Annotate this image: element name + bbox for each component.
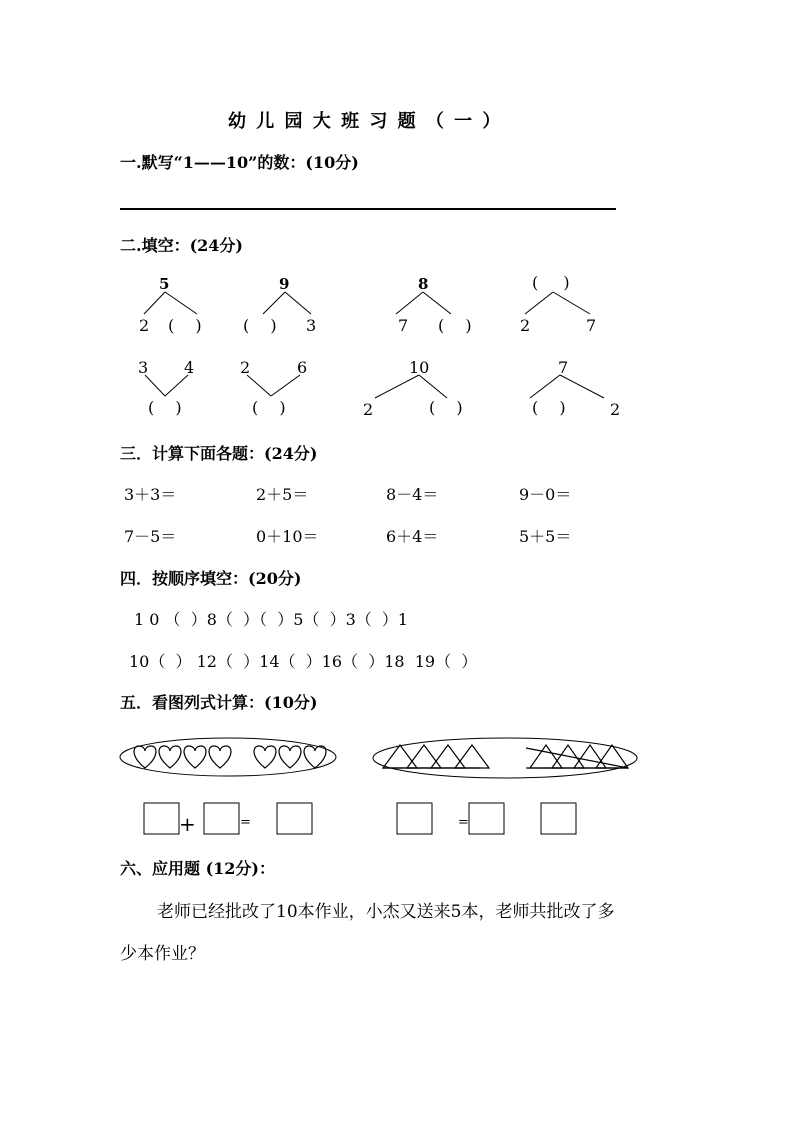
tree-2-right: 3 [306, 316, 317, 335]
merge-1-bottom-blank[interactable]: ( ) [148, 398, 190, 417]
tree-1-left: 2 [139, 316, 150, 335]
tree-3-left: 7 [398, 316, 409, 335]
calc-8[interactable]: 5＋5＝ [519, 527, 572, 546]
tree-8-top: 7 [558, 358, 569, 377]
merge-2-right: 6 [297, 358, 308, 377]
equals-sign-2: = [458, 815, 469, 830]
tree-2-top: 9 [279, 275, 290, 293]
calc-6[interactable]: 0＋10＝ [256, 527, 319, 546]
word-problem-line-1: 老师已经批改了10本作业，小杰又送来5本，老师共批改了多 [157, 902, 615, 922]
equals-sign: = [240, 815, 251, 830]
heart-icon-group-2 [254, 746, 326, 768]
tree-1-right-blank[interactable]: ( ) [168, 316, 210, 335]
section-5-heading: 五．看图列式计算：(10分) [120, 693, 318, 712]
section-1-heading: 一.默写“1——10”的数：(10分) [120, 153, 359, 172]
tree-7-top: 10 [409, 358, 430, 377]
answer-box-2 [204, 803, 239, 834]
tree-4-right: 7 [586, 316, 597, 335]
tree-3-top: 8 [418, 275, 429, 293]
tree-2-left-blank[interactable]: ( ) [243, 316, 285, 335]
answer-box-6 [541, 803, 576, 834]
answer-box-1 [144, 803, 179, 834]
calc-4[interactable]: 9－0＝ [519, 485, 572, 504]
answer-box-3 [277, 803, 312, 834]
word-problem-line-2: 少本作业？ [120, 944, 205, 964]
merge-2-left: 2 [240, 358, 251, 377]
calc-7[interactable]: 6＋4＝ [386, 527, 439, 546]
calc-5[interactable]: 7－5＝ [124, 527, 177, 546]
calc-1[interactable]: 3＋3＝ [124, 485, 177, 504]
tree-8-left-blank[interactable]: ( ) [532, 398, 574, 417]
section-4-heading: 四．按顺序填空：(20分) [120, 569, 302, 588]
merge-1-right: 4 [184, 358, 195, 377]
heart-icon-group-1 [134, 746, 231, 768]
answer-box-5 [469, 803, 504, 834]
triangles-oval [373, 738, 637, 778]
hearts-oval [120, 738, 336, 776]
triangle-icon-group-1 [383, 745, 489, 768]
section-3-heading: 三．计算下面各题：(24分) [120, 444, 318, 463]
tree-8-right: 2 [610, 400, 621, 419]
section-2-heading: 二.填空：(24分) [120, 236, 243, 255]
tree-1-top: 5 [159, 275, 170, 293]
page-title: 幼 儿 园 大 班 习 题 （ 一 ） [228, 111, 503, 132]
cross-out-line [526, 748, 628, 768]
section-6-heading: 六、应用题 (12分)： [120, 859, 275, 878]
sequence-2[interactable]: 10（ ） 12（ ）14（ ）16（ ）18 19（ ） [129, 652, 478, 671]
triangle-crossed-group [526, 745, 628, 768]
tree-4-top-blank[interactable]: ( ) [532, 273, 580, 292]
calc-2[interactable]: 2＋5＝ [256, 485, 309, 504]
sequence-1[interactable]: 1 0 （ ）8（ ）（ ）5（ ）3（ ）1 [134, 610, 409, 629]
tree-4-left: 2 [520, 316, 531, 335]
tree-7-right-blank[interactable]: ( ) [429, 398, 471, 417]
tree-3-right-blank[interactable]: ( ) [438, 316, 480, 335]
merge-2-bottom-blank[interactable]: ( ) [252, 398, 294, 417]
merge-1-left: 3 [138, 358, 149, 377]
calc-3[interactable]: 8－4＝ [386, 485, 439, 504]
plus-sign: + [179, 812, 196, 836]
answer-box-4 [397, 803, 432, 834]
tree-7-left: 2 [363, 400, 374, 419]
